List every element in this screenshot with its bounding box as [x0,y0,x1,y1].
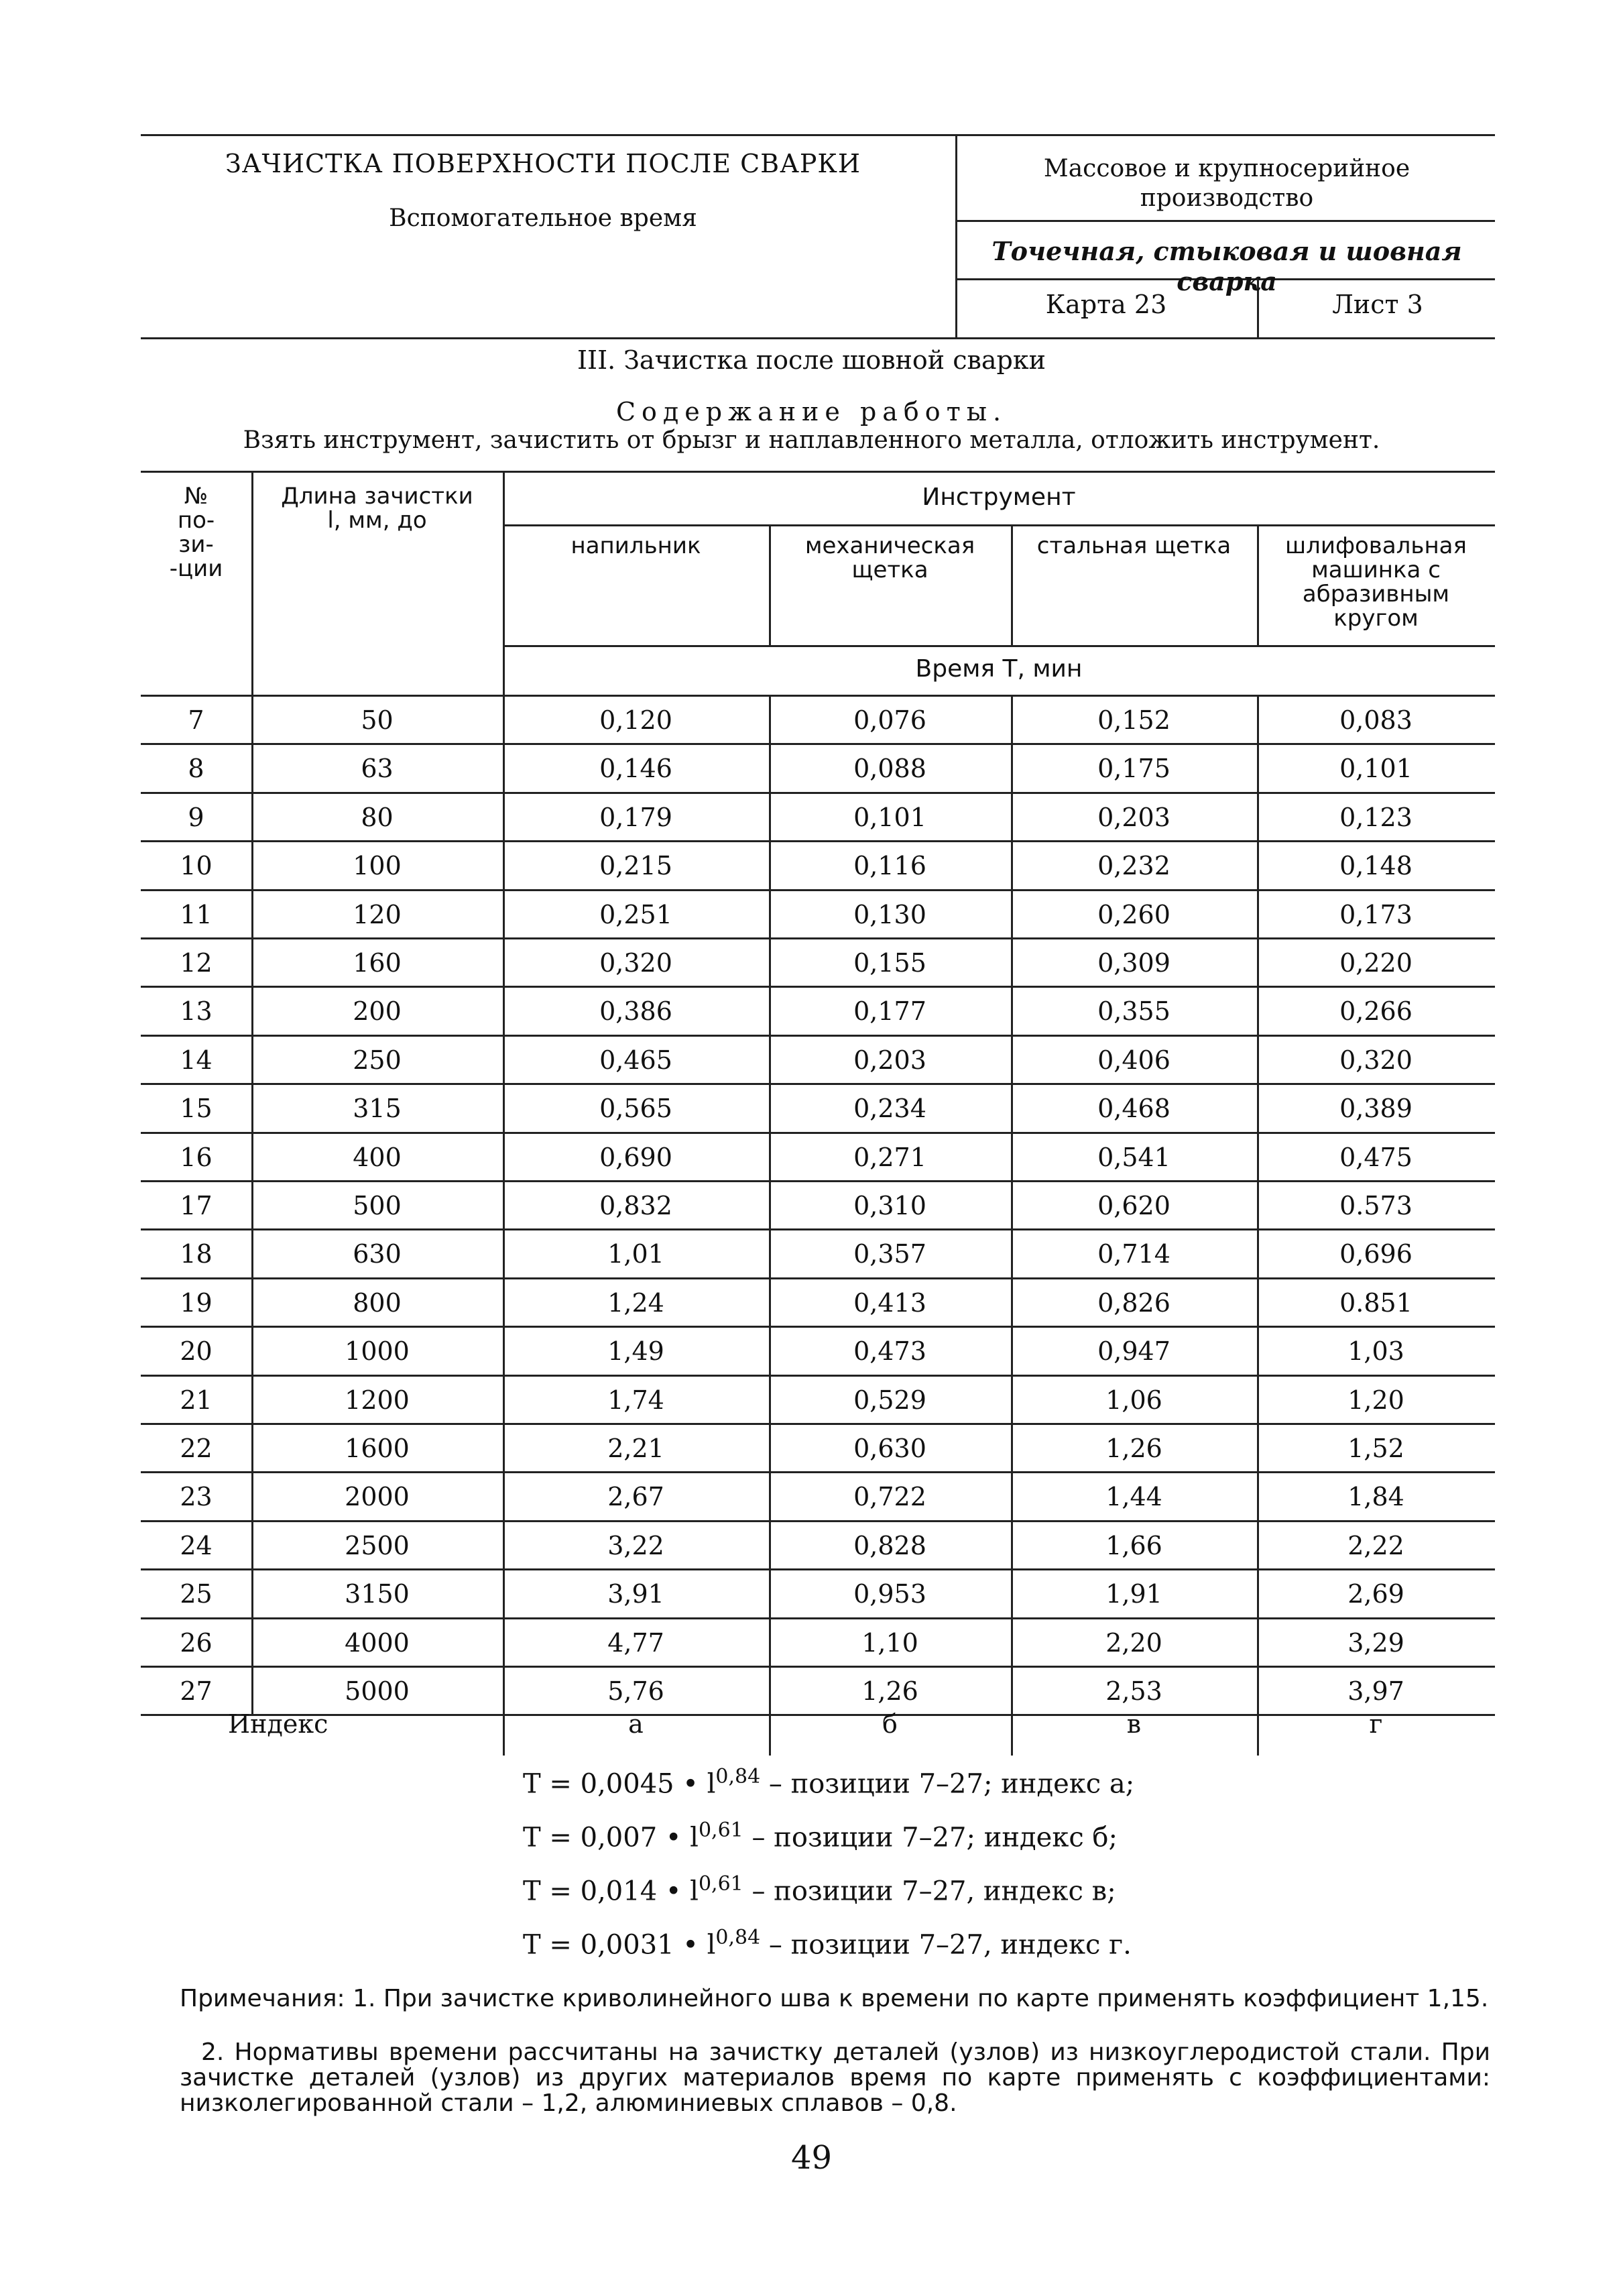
time-header: Время Т, мин [915,655,1083,683]
time-cell: 0,826 [1097,1287,1170,1318]
column-rule [1011,695,1013,1714]
formula-v: Т = 0,014 • $l^{0,61}$ – позиции 7–27, индекс в; [523,1872,1116,1907]
time-cell: 0,475 [1339,1142,1412,1172]
length-cell: 500 [353,1191,402,1220]
time-cell: 0,123 [1339,802,1412,832]
time-cell: 0,320 [599,948,672,978]
position-cell: 20 [180,1336,213,1367]
tool-header-file: напильник [570,532,701,559]
time-cell: 0,116 [853,851,926,881]
card-number: Карта 23 [1045,290,1167,319]
tool-header-mech-brush: механическая щетка [804,532,975,583]
time-cell: 0,690 [599,1142,672,1172]
length-cell: 120 [353,899,402,929]
length-cell: 3150 [345,1579,410,1609]
length-cell: 630 [353,1239,402,1269]
length-cell: 250 [353,1045,402,1075]
time-cell: 0,386 [599,996,672,1027]
page-number: 49 [790,2139,833,2177]
length-cell: 100 [353,851,402,881]
time-cell: 0,101 [853,802,926,832]
time-cell: 2,67 [607,1482,664,1512]
header-divider [955,134,957,339]
time-cell: 0,620 [1097,1191,1170,1220]
time-cell: 0,148 [1339,851,1412,881]
time-cell: 0,389 [1339,1094,1412,1124]
time-cell: 0,832 [599,1191,672,1220]
time-cell: 0,565 [599,1094,672,1124]
time-cell: 4,77 [607,1627,664,1658]
time-cell: 0,271 [853,1142,926,1172]
time-cell: 0,215 [599,851,672,881]
length-cell: 400 [353,1142,402,1172]
formula-g: Т = 0,0031 • $l^{0,84}$ – позиции 7–27, индекс г. [523,1926,1132,1961]
position-cell: 26 [180,1627,213,1658]
time-cell: 1,44 [1105,1482,1162,1512]
position-cell: 9 [188,802,204,832]
time-cell: 0,177 [853,996,926,1027]
length-cell: 2000 [345,1482,410,1512]
tool-header-grinder: шлифовальная машинка с абразивным кругом [1285,532,1467,632]
time-cell: 3,22 [607,1530,664,1560]
position-cell: 8 [188,754,204,784]
header-bottom-rule [141,337,1495,339]
position-cell: 19 [180,1287,213,1318]
header-rule-1 [955,220,1495,222]
length-cell: 800 [353,1287,402,1318]
time-cell: 0,251 [599,899,672,929]
position-cell: 15 [180,1094,213,1124]
note-2: 2. Нормативы времени рассчитаны на зачистку деталей (узлов) из низкоуглеродистой стали. При зачистке деталей (узлов) из других материалов время по карте применять с коэффициентами: низколегированной стали – 1,2, алюминиевых сплавов – 0,8. [180,2039,1490,2117]
time-cell: 0,309 [1097,948,1170,978]
index-label: Индекс [228,1709,328,1739]
position-column-header: № по- зи- -ции [169,483,223,582]
position-cell: 21 [180,1385,213,1415]
position-cell: 14 [180,1045,213,1075]
time-cell: 0,130 [853,899,926,929]
position-cell: 16 [180,1142,213,1172]
header-top-rule [141,134,1495,136]
time-cell: 2,22 [1347,1530,1404,1560]
time-cell: 0,083 [1339,705,1412,735]
length-cell: 80 [361,802,394,832]
time-cell: 0,357 [853,1239,926,1269]
formula-a: Т = 0,0045 • $l^{0,84}$ – позиции 7–27; индекс а; [523,1765,1135,1800]
time-cell: 0,266 [1339,996,1412,1027]
position-cell: 13 [180,996,213,1027]
position-cell: 22 [180,1434,213,1463]
time-cell: 0,529 [853,1385,926,1415]
column-rule [1257,695,1259,1714]
work-content-heading: Содержание работы. [615,397,1008,426]
time-cell: 1,74 [607,1385,664,1415]
index-value: а [628,1709,644,1739]
time-cell: 1,06 [1105,1385,1162,1415]
length-cell: 1200 [345,1385,410,1415]
length-cell: 4000 [345,1627,410,1658]
time-cell: 0.573 [1339,1191,1412,1220]
index-value: в [1126,1709,1142,1739]
time-cell: 0,406 [1097,1045,1170,1075]
sheet-number: Лист 3 [1332,290,1423,319]
time-cell: 1,84 [1347,1482,1404,1512]
position-cell: 24 [180,1530,213,1560]
length-cell: 2500 [345,1530,410,1560]
column-rule [769,695,771,1714]
time-cell: 0,714 [1097,1239,1170,1269]
time-cell: 0,155 [853,948,926,978]
time-cell: 0,179 [599,802,672,832]
time-cell: 0,220 [1339,948,1412,978]
length-cell: 315 [353,1094,402,1124]
position-cell: 7 [188,705,204,735]
length-cell: 1600 [345,1434,410,1463]
position-cell: 25 [180,1579,213,1609]
time-cell: 0,468 [1097,1094,1170,1124]
time-cell: 2,21 [607,1434,664,1463]
time-cell: 0,722 [853,1482,926,1512]
time-cell: 2,69 [1347,1579,1404,1609]
position-cell: 10 [180,851,213,881]
length-column-header: Длина зачистки l, мм, до [281,483,473,534]
time-cell: 3,97 [1347,1676,1404,1706]
time-cell: 0,828 [853,1530,926,1560]
time-cell: 1,24 [607,1287,664,1318]
time-cell: 0,088 [853,754,926,784]
time-cell: 3,91 [607,1579,664,1609]
time-cell: 3,29 [1347,1627,1404,1658]
time-cell: 0,120 [599,705,672,735]
time-cell: 0,630 [853,1434,926,1463]
document-subtitle: Вспомогательное время [389,205,697,232]
time-cell: 0,947 [1097,1336,1170,1367]
weld-type: Точечная, стыковая и шовная сварка [991,236,1462,296]
position-cell: 18 [180,1239,213,1269]
time-cell: 0,696 [1339,1239,1412,1269]
time-cell: 0,541 [1097,1142,1170,1172]
time-cell: 2,53 [1105,1676,1162,1706]
time-cell: 0,175 [1097,754,1170,784]
position-cell: 23 [180,1482,213,1512]
time-cell: 1,10 [861,1627,918,1658]
position-cell: 12 [180,948,213,978]
column-rule [503,695,505,1714]
time-cell: 1,52 [1347,1434,1404,1463]
time-cell: 1,03 [1347,1336,1404,1367]
note-1: Примечания: 1. При зачистке криволинейного шва к времени по карте применять коэффициент 1,15. [180,1985,1489,2012]
time-cell: 0,413 [853,1287,926,1318]
time-cell: 0,320 [1339,1045,1412,1075]
column-rule [251,695,253,1714]
time-cell: 0,953 [853,1579,926,1609]
length-cell: 50 [361,705,394,735]
time-cell: 2,20 [1105,1627,1162,1658]
document-title: ЗАЧИСТКА ПОВЕРХНОСТИ ПОСЛЕ СВАРКИ [225,149,861,178]
length-cell: 1000 [345,1336,410,1367]
time-cell: 0,146 [599,754,672,784]
time-cell: 0,260 [1097,899,1170,929]
time-cell: 0,465 [599,1045,672,1075]
length-cell: 160 [353,948,402,978]
production-type: Массовое и крупносерийное производство [1043,155,1410,212]
time-cell: 1,20 [1347,1385,1404,1415]
time-cell: 0,232 [1097,851,1170,881]
tool-header-steel-brush: стальная щетка [1036,532,1231,559]
time-cell: 0,152 [1097,705,1170,735]
time-cell: 0,355 [1097,996,1170,1027]
section-title: III. Зачистка после шовной сварки [577,345,1046,375]
time-cell: 1,49 [607,1336,664,1367]
position-cell: 27 [180,1676,213,1706]
tool-group-header: Инструмент [922,483,1076,511]
time-cell: 1,91 [1105,1579,1162,1609]
time-cell: 0,076 [853,705,926,735]
time-cell: 1,26 [861,1676,918,1706]
time-cell: 0,203 [1097,802,1170,832]
position-cell: 17 [180,1191,213,1220]
length-cell: 200 [353,996,402,1027]
time-cell: 1,01 [607,1239,664,1269]
time-cell: 0,203 [853,1045,926,1075]
time-cell: 0,101 [1339,754,1412,784]
work-content-text: Взять инструмент, зачистить от брызг и наплавленного металла, отложить инструмент. [243,426,1380,454]
time-cell: 0,173 [1339,899,1412,929]
time-cell: 1,66 [1105,1530,1162,1560]
time-cell: 0,473 [853,1336,926,1367]
time-cell: 0.851 [1339,1287,1412,1318]
length-cell: 5000 [345,1676,410,1706]
time-cell: 0,234 [853,1094,926,1124]
length-cell: 63 [361,754,394,784]
time-cell: 1,26 [1105,1434,1162,1463]
time-cell: 0,310 [853,1191,926,1220]
index-value: б [882,1709,898,1739]
index-value: г [1369,1709,1383,1739]
time-cell: 5,76 [607,1676,664,1706]
formula-b: Т = 0,007 • $l^{0,61}$ – позиции 7–27; индекс б; [523,1819,1118,1853]
position-cell: 11 [180,899,213,929]
